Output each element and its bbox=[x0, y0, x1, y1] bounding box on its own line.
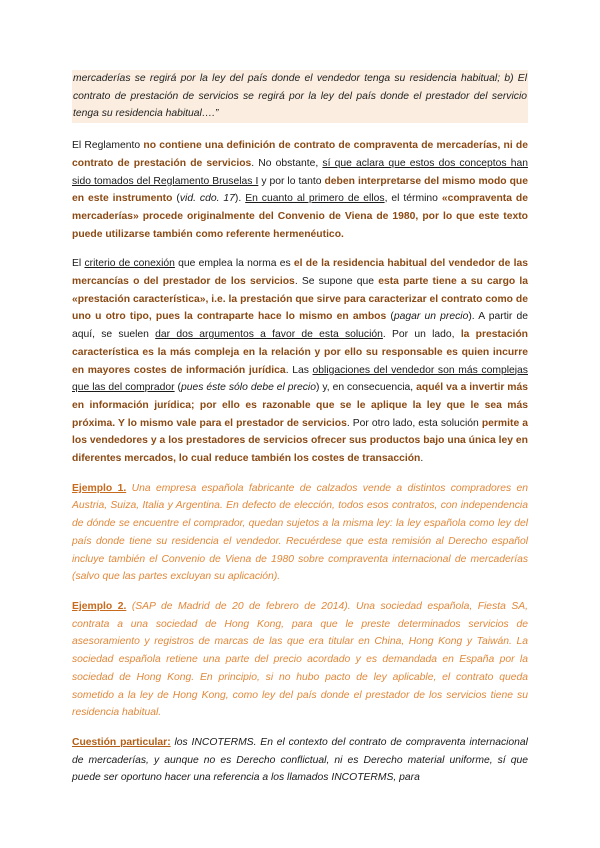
quote-line: mercaderías se regirá por la ley del país donde el vendedor tenga su residencia habitual; b) El contrato de prestación de servicios se regirá por la ley del país donde el prestador del servicio tenga su residencia habitual….” bbox=[73, 73, 527, 120]
text: . bbox=[420, 453, 424, 465]
text: que emplea la norma es bbox=[174, 258, 294, 270]
underlined-text: sí que aclara que estos dos conceptos han sido tomados del Reglamento Bruselas I bbox=[72, 157, 528, 187]
underlined-text: dar dos argumentos a favor de esta solución bbox=[155, 329, 383, 341]
example-1 bbox=[72, 480, 528, 586]
highlight: permite a los vendedores y a los prestadores de servicios ofrecer sus productos bajo una única ley en diferentes mercados, lo cual reduce también los costes de transacción bbox=[72, 417, 528, 465]
text: ( bbox=[174, 382, 181, 394]
highlight: la prestación característica es la más compleja en la relación y por ello su responsable es quien incurre en mayores costes de información jurídica bbox=[72, 329, 528, 376]
question-text: . En el contexto del contrato de compraventa internacional de mercaderías, y aunque no es Derecho conflictual, ni es Derecho material uniforme, sí que puede ser oportuno hacer una referencia a los llamados INCOTERMS, para bbox=[72, 736, 528, 784]
highlight: deben interpretarse del mismo modo que en este instrumento bbox=[72, 175, 528, 205]
paragraph-definition bbox=[72, 137, 528, 243]
quoted-text bbox=[72, 70, 528, 123]
italic-text: pues éste sólo debe el precio bbox=[181, 382, 316, 394]
particular-question bbox=[72, 734, 528, 787]
highlight: el de la residencia habitual del vendedor de las mercancías o del prestador de los servicios bbox=[72, 258, 528, 288]
text: ( bbox=[172, 193, 180, 205]
text: . Por otro lado, esta solución bbox=[346, 417, 482, 429]
text: El Reglamento bbox=[72, 140, 144, 152]
underlined-text: obligaciones del vendedor son más complejas que las del comprador bbox=[72, 364, 528, 394]
paragraph-connection bbox=[72, 255, 528, 467]
text: ). bbox=[234, 193, 246, 205]
example-text: (SAP de Madrid de 20 de febrero de 2014). Una sociedad española, Fiesta SA, contrata a una sociedad de Hong Kong, para que le preste determinados servicios de asesoramiento y registros de marcas de las que era titular en China, Hong Kong y Taiwán. La sociedad española retiene una parte del precio acordado y es demandada en España por la sociedad de Hong Kong. En principio, si no hubo pacto de ley aplicable, el contrato queda sometido a la ley de Hong Kong, como ley del país donde el prestador de los servicios tiene su residencia habitual. bbox=[72, 600, 529, 719]
text: El bbox=[72, 258, 85, 270]
text: . Se supone que bbox=[294, 276, 379, 288]
highlight: aquél va a invertir más en información jurídica; por ello es razonable que se le aplique la ley que le sea más próxima. Y lo mismo vale para el prestador de servicios bbox=[72, 382, 528, 429]
question-label: Cuestión particular: bbox=[72, 736, 171, 748]
underlined-text: criterio de conexión bbox=[84, 258, 175, 270]
example-text: Una empresa española fabricante de calzados vende a distintos compradores en Austria, Suiza, Italia y Argentina. En defecto de elección, todos esos contratos, con independencia de dónde se encuentre el comprador, quedan sujetos a la misma ley: la ley española como ley del país donde tiene su residencia el vendedor. Recuérdese que esta remisión al Derecho español incluye también el Convenio de Viena de 1980 sobre compraventa internacional de mercaderías (salvo que las partes excluyan su aplicación). bbox=[72, 482, 529, 583]
text: y por lo tanto bbox=[258, 175, 325, 187]
underlined-text: En cuanto al primero de ellos bbox=[245, 193, 385, 205]
highlight: no contiene una definición de contrato de compraventa de mercaderías, ni de contrato de prestación de servicios bbox=[72, 140, 528, 169]
example-label: Ejemplo 2. bbox=[72, 600, 127, 612]
text: ). A partir de aquí, se suelen bbox=[72, 311, 528, 341]
text: . Las bbox=[285, 364, 313, 376]
document-page bbox=[72, 70, 528, 787]
example-label: Ejemplo 1. bbox=[72, 482, 127, 494]
highlight: «compraventa de mercaderías» procede originalmente del Convenio de Viena de 1980, por lo que este texto puede utilizarse también como referente hermenéutico. bbox=[72, 193, 529, 240]
italic-text: vid. cdo. 17 bbox=[179, 193, 235, 205]
text: ( bbox=[386, 311, 394, 323]
italic-text: pagar un precio bbox=[393, 311, 469, 323]
question-topic: los INCOTERMS bbox=[170, 736, 254, 748]
text: . No obstante, bbox=[251, 157, 323, 169]
text: . Por un lado, bbox=[382, 329, 461, 341]
text: , el término bbox=[384, 193, 442, 205]
text: ) y, en consecuencia, bbox=[315, 382, 417, 394]
highlight: esta parte tiene a su cargo la «prestación característica», i.e. la prestación que sirve para caracterizar el contrato como de uno u otro tipo, pues la contraparte hace lo mismo en ambos bbox=[72, 276, 528, 323]
example-2 bbox=[72, 598, 528, 722]
